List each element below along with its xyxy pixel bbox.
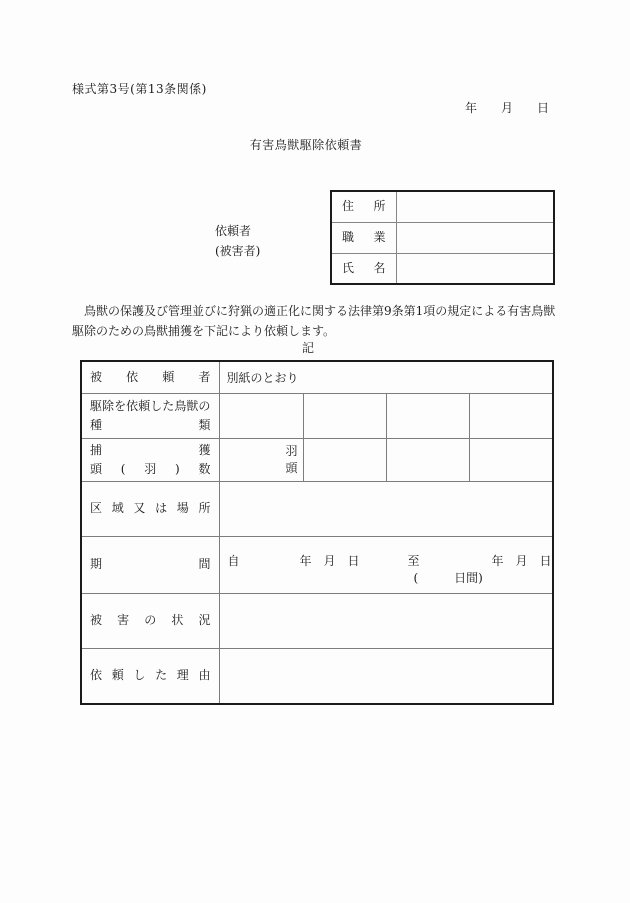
capture-count-input-cell-3[interactable] xyxy=(469,438,553,481)
species-label: 駆 除 を 依 頼 し た 鳥 獣 の 種 類 xyxy=(81,393,219,438)
table-row xyxy=(331,253,554,284)
table-row xyxy=(81,648,553,704)
requester-caption xyxy=(215,221,260,261)
damage-status-input-cell[interactable] xyxy=(219,593,553,648)
capture-count-input-cell-2[interactable] xyxy=(386,438,469,481)
address-label: 住 所 xyxy=(331,191,396,222)
requested-party-value: 別紙のとおり xyxy=(219,361,553,393)
area-label: 区 域 又 は 場 所 xyxy=(81,481,219,536)
occupation-label: 職 業 xyxy=(331,222,396,253)
requester-caption-line1: 依頼者 xyxy=(215,224,252,238)
page-title: 有害鳥獣駆除依頼書 xyxy=(249,138,363,152)
species-input-cell-4[interactable] xyxy=(469,393,553,438)
requested-party-label: 被 依 頼 者 xyxy=(81,361,219,393)
ki-heading: 記 xyxy=(301,341,314,355)
capture-count-label: 捕 獲 頭 ( 羽 ) 数 xyxy=(81,438,219,481)
area-input-cell[interactable] xyxy=(219,481,553,536)
capture-count-input-cell-1[interactable] xyxy=(303,438,386,481)
table-row xyxy=(81,536,553,593)
species-input-cell-2[interactable] xyxy=(303,393,386,438)
requester-table xyxy=(330,190,555,285)
reason-label: 依 頼 し た 理 由 xyxy=(81,648,219,704)
occupation-input-cell[interactable] xyxy=(396,222,554,253)
table-row xyxy=(81,361,553,393)
period-label: 期 間 xyxy=(81,536,219,593)
table-row xyxy=(81,593,553,648)
table-row xyxy=(331,191,554,222)
reason-input-cell[interactable] xyxy=(219,648,553,704)
unit-heads: 頭 xyxy=(285,460,298,475)
capture-count-unit-cell xyxy=(219,438,303,481)
name-input-cell[interactable] xyxy=(396,253,554,284)
period-input-cell[interactable] xyxy=(219,536,553,593)
table-row xyxy=(81,438,553,481)
table-row xyxy=(331,222,554,253)
form-number: 様式第3号(第13条関係) xyxy=(72,82,207,96)
requester-caption-line2: (被害者) xyxy=(215,244,261,258)
table-row xyxy=(81,393,553,438)
table-row xyxy=(81,481,553,536)
unit-birds: 羽 xyxy=(285,443,298,458)
period-from-to-line: 自 年 月 日 至 年 月 日 xyxy=(227,554,552,568)
damage-status-label: 被 害 の 状 況 xyxy=(81,593,219,648)
period-days-line: ( 日間) xyxy=(413,571,483,585)
date-line: 年 月 日 xyxy=(464,101,549,115)
body-paragraph: 鳥獣の保護及び管理並びに狩猟の適正化に関する法律第9条第1項の規定による有害鳥獣駆除のための鳥獣捕獲を下記により依頼します。 xyxy=(72,304,556,338)
address-input-cell[interactable] xyxy=(396,191,554,222)
name-label: 氏 名 xyxy=(331,253,396,284)
species-input-cell-3[interactable] xyxy=(386,393,469,438)
main-table xyxy=(80,360,554,705)
species-input-cell-1[interactable] xyxy=(219,393,303,438)
